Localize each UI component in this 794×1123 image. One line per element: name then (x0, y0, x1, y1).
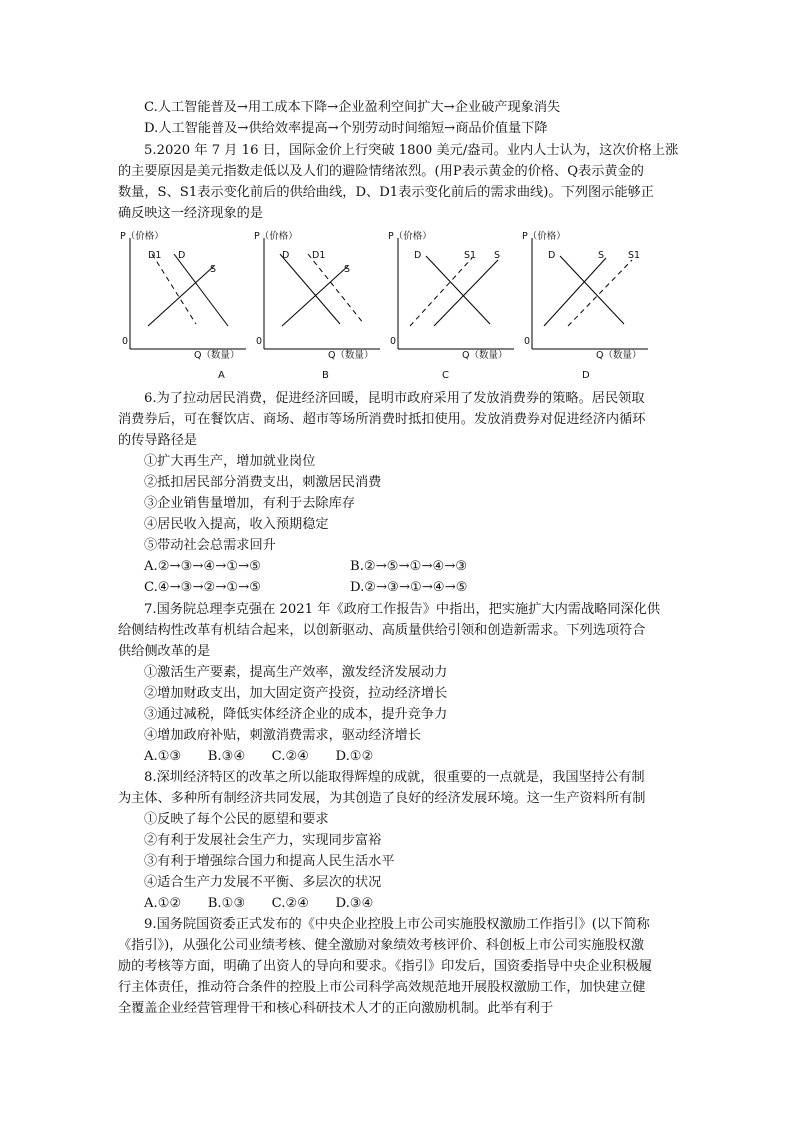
curve-d (426, 256, 490, 324)
x-axis-label: Q（数量） (194, 350, 240, 361)
y-axis-label: P（价格） (388, 231, 432, 242)
q6-item: ③企业销售量增加，有利于去除库存 (144, 496, 355, 511)
y-axis-label: P（价格） (120, 231, 164, 242)
curve-label: D1 (148, 250, 162, 261)
y-axis-label: P（价格） (254, 231, 298, 242)
graph-a (118, 226, 250, 386)
q5-stem-line: 的主要原因是美元指数走低以及人们的避险情绪浓烈。(用P表示黄金的价格、Q表示黄金的 (118, 164, 644, 179)
graph-caption: D (582, 370, 590, 381)
curve-d (174, 254, 228, 326)
q6-item: ④居民收入提高，收入预期稳定 (144, 517, 329, 532)
q8-stem-line: 为主体、多种所有制经济共同发展，为其创造了良好的经济发展环境。这一生产资料所有制 (118, 791, 646, 806)
origin-label: 0 (524, 336, 531, 347)
q5-stem-line: 5.2020 年 7 月 16 日，国际金价上行突破 1800 美元/盎司。业内人士认为，这次价格上涨 (144, 143, 679, 158)
curve-label: S (598, 250, 605, 261)
curve-label: S (344, 264, 351, 275)
q6-stem-line: 6.为了拉动居民消费，促进经济回暖，昆明市政府采用了发放消费券的策略。居民领取 (144, 391, 645, 406)
q9-stem-line: 全覆盖企业经营管理骨干和核心科研技术人才的正向激励机制。此举有利于 (118, 1001, 554, 1016)
q7-choices: A.①③ B.③④ C.②④ D.①② (144, 749, 374, 764)
curve-label: S (494, 250, 501, 261)
q6-choice-a: A.②→③→④→①→⑤ (144, 559, 262, 574)
curve-label: S1 (464, 250, 477, 261)
curve-d1 (308, 254, 364, 324)
q7-stem-line: 供给侧改革的是 (118, 644, 211, 659)
curve-label: D (178, 250, 186, 261)
q5-graphs (118, 226, 678, 386)
q6-stem-line: 的传导路径是 (118, 433, 198, 448)
q7-stem-line: 给侧结构性改革有机结合起来，以创新驱动、高质量供给引领和创造新需求。下列选项符合 (118, 623, 646, 638)
curve-label: S1 (628, 250, 641, 261)
curve-label: S (210, 264, 217, 275)
curve-d (280, 254, 340, 324)
graph-d (520, 226, 652, 386)
q8-stem-line: 8.深圳经济特区的改革之所以能取得辉煌的成就，很重要的一点就是，我国坚持公有制 (144, 770, 645, 785)
q9-stem-line: 《指引》)，从强化公司业绩考核、健全激励对象绩效考核评价、科创板上市公司实施股权激 (118, 938, 645, 953)
graph-caption: B (322, 370, 329, 381)
x-axis-label: Q（数量） (328, 350, 374, 361)
q4-option-d: D.人工智能普及→供给效率提高→个别劳动时间缩短→商品价值量下降 (144, 121, 548, 136)
q6-item: ⑤带动社会总需求回升 (144, 538, 276, 553)
curve-label: D (414, 250, 422, 261)
graph-c (386, 226, 518, 386)
q4-option-c: C.人工智能普及→用工成本下降→企业盈利空间扩大→企业破产现象消失 (144, 100, 561, 115)
q8-choices: A.①② B.①③ C.②④ D.③④ (144, 896, 374, 911)
q7-item: ④增加政府补贴，刺激消费需求，驱动经济增长 (144, 728, 421, 743)
curve-label: D (548, 250, 556, 261)
curve-s (544, 258, 606, 326)
q8-item: ③有利于增强综合国力和提高人民生活水平 (144, 854, 395, 869)
q7-stem-line: 7.国务院总理李克强在 2021 年《政府工作报告》中指出，把实施扩大内需战略同深化供 (144, 602, 661, 617)
q9-stem-line: 励的考核等方面，明确了出资人的导向和要求。《指引》印发后，国资委指导中央企业积极履 (118, 959, 653, 974)
q8-item: ④适合生产力发展不平衡、多层次的状况 (144, 875, 382, 890)
q7-item: ③通过减税，降低实体经济企业的成本，提升竞争力 (144, 707, 448, 722)
q8-item: ①反映了每个公民的愿望和要求 (144, 812, 329, 827)
curve-s (282, 264, 351, 326)
q6-stem-line: 消费券后，可在餐饮店、商场、超市等场所消费时抵扣使用。发放消费券对促进经济内循环 (118, 412, 646, 427)
origin-label: 0 (256, 336, 263, 347)
graph-b (252, 226, 384, 386)
q6-choice-c: C.④→③→②→①→⑤ (144, 580, 262, 595)
curve-s (148, 264, 217, 326)
q5-stem-line: 确反映这一经济现象的是 (118, 206, 264, 221)
origin-label: 0 (122, 336, 129, 347)
curve-label: D (282, 250, 290, 261)
q8-item: ②有利于发展社会生产力，实现同步富裕 (144, 833, 382, 848)
curve-s1 (568, 260, 632, 326)
q5-stem-line: 数量，S、S1表示变化前后的供给曲线，D、D1表示变化前后的需求曲线)。下列图示能够正 (118, 185, 654, 200)
graph-caption: A (218, 370, 225, 381)
q6-item: ②抵扣居民部分消费支出，刺激居民消费 (144, 475, 382, 490)
origin-label: 0 (390, 336, 397, 347)
x-axis-label: Q（数量） (596, 350, 642, 361)
x-axis-label: Q（数量） (462, 350, 508, 361)
q9-stem-line: 行主体责任，推动符合条件的控股上市公司科学高效规范地开展股权激励工作，加快建立健 (118, 980, 646, 995)
q6-choice-b: B.②→⑤→①→④→③ (350, 559, 468, 574)
q6-choice-d: D.②→③→①→④→⑤ (350, 580, 468, 595)
q7-item: ①激活生产要素，提高生产效率，激发经济发展动力 (144, 665, 448, 680)
curve-s (434, 260, 498, 326)
graph-caption: C (442, 370, 449, 381)
q9-stem-line: 9.国务院国资委正式发布的《中央企业控股上市公司实施股权激励工作指引》(以下简称 (144, 917, 650, 932)
q7-item: ②增加财政支出，加大固定资产投资，拉动经济增长 (144, 686, 448, 701)
curve-label: D1 (312, 250, 326, 261)
y-axis-label: P（价格） (522, 231, 566, 242)
q6-item: ①扩大再生产，增加就业岗位 (144, 454, 316, 469)
curve-s1 (410, 258, 472, 326)
curve-d (560, 256, 624, 324)
